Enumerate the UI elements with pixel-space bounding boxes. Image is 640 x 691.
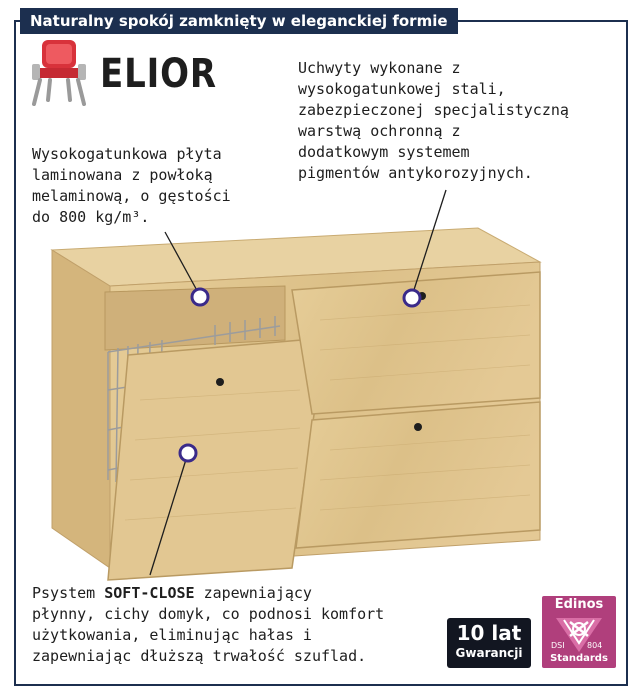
brand-logo: ELIOR <box>100 51 217 97</box>
marker-soft-close <box>180 445 196 461</box>
note-soft-close <box>32 583 442 667</box>
note-soft-close-rest: zapewniający płynny, cichy domyk, co podnosi komfort użytkowania, eliminując hałas i zapewniając dłuższą trwałość szuflad. <box>32 584 385 665</box>
tilt-out-front <box>108 338 325 580</box>
handle-icon <box>414 423 422 431</box>
marker-material <box>192 289 208 305</box>
cert-label: Standards <box>550 653 608 664</box>
note-soft-close-bold: SOFT-CLOSE <box>104 584 195 602</box>
guarantee-years: 10 lat <box>456 621 522 645</box>
guarantee-label: Gwarancji <box>455 646 523 660</box>
cabinet-left-panel <box>52 250 110 568</box>
edinos-certification-badge <box>542 596 616 668</box>
note-handles: Uchwyty wykonane z wysokogatunkowej stali, zabezpieczonej specjalistyczną warstwą ochronną z dodatkowym systemem pigmentów antykorozyjnych. <box>298 59 569 182</box>
cert-dsi: DSI <box>551 641 565 650</box>
page-title: Naturalny spokój zamknięty w eleganckiej formie <box>20 8 458 34</box>
handle-icon <box>216 378 224 386</box>
marker-handles <box>404 290 420 306</box>
note-material: Wysokogatunkowa płyta laminowana z powłoką melaminową, o gęstości do 800 kg/m³. <box>32 145 231 226</box>
cert-number: 804 <box>587 641 603 650</box>
guarantee-badge <box>447 618 531 668</box>
cert-brand: Edinos <box>554 597 604 612</box>
note-soft-close-prefix: Psystem <box>32 584 105 602</box>
